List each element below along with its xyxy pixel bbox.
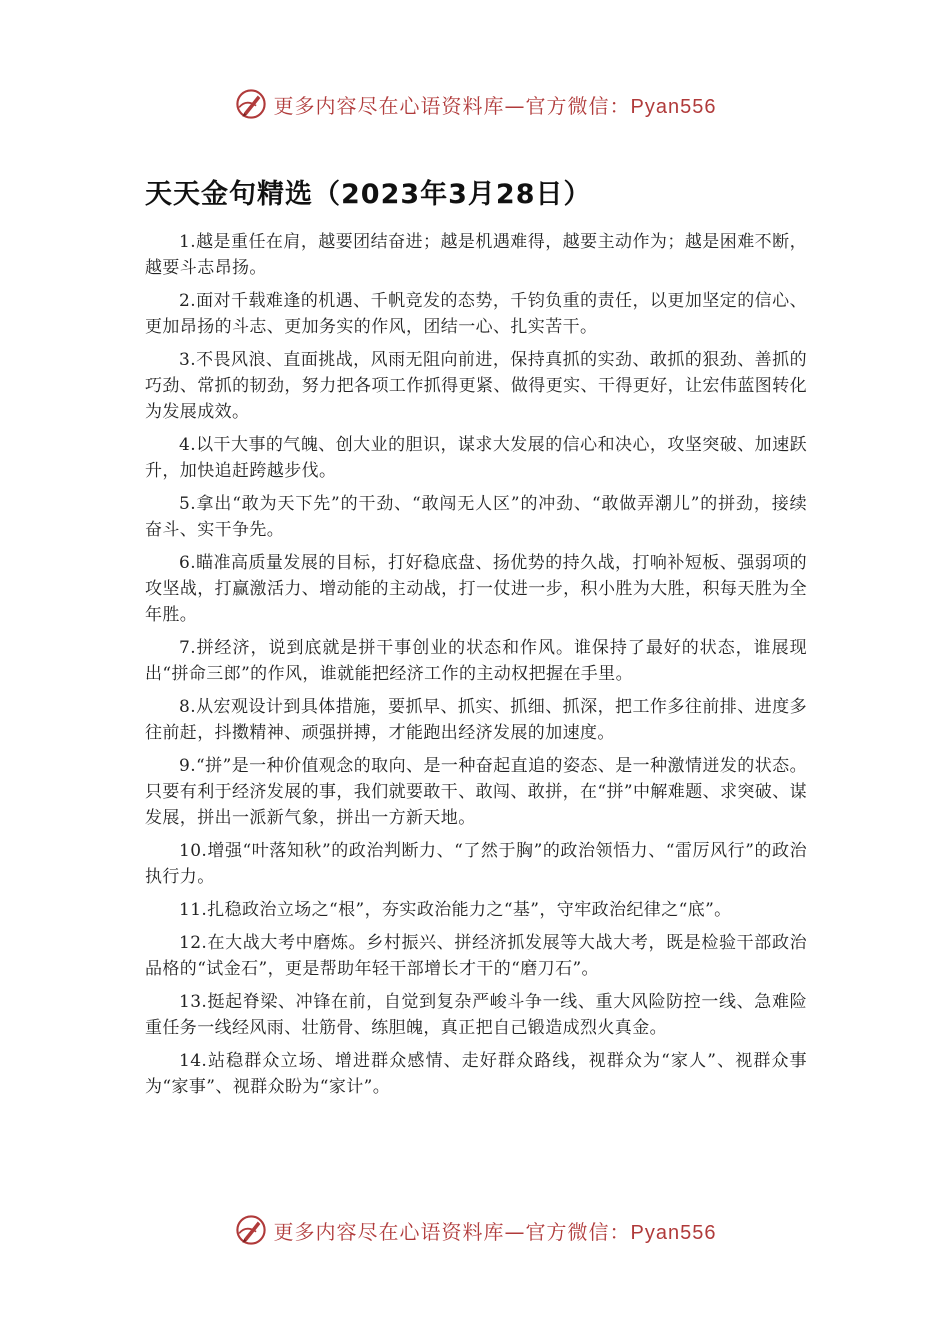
header-banner — [0, 84, 950, 124]
quote-item: 8.从宏观设计到具体措施，要抓早、抓实、抓细、抓深，把工作多往前排、进度多往前赶，抖擞精神、顽强拼搏，才能跑出经济发展的加速度。 — [145, 697, 807, 743]
quote-item: 9.“拼”是一种价值观念的取向、是一种奋起直追的姿态、是一种激情迸发的状态。只要有利于经济发展的事，我们就要敢干、敢闯、敢拼，在“拼”中解难题、求突破、谋发展，拼出一派新气象，拼出一方新天地。 — [145, 756, 807, 828]
pen-logo-icon — [234, 1213, 268, 1247]
wechat-id: Pyan556 — [630, 1221, 717, 1244]
quote-item: 5.拿出“敢为天下先”的干劲、“敢闯无人区”的冲劲、“敢做弄潮儿”的拼劲，接续奋斗、实干争先。 — [145, 494, 807, 540]
quote-item: 3.不畏风浪、直面挑战，风雨无阻向前进，保持真抓的实劲、敢抓的狠劲、善抓的巧劲、常抓的韧劲，努力把各项工作抓得更紧、做得更实、干得更好，让宏伟蓝图转化为发展成效。 — [145, 350, 807, 422]
footer-banner-text: 更多内容尽在心语资料库—官方微信：Pyan556 — [273, 1219, 717, 1244]
pen-logo-icon — [234, 87, 268, 121]
quote-item: 6.瞄准高质量发展的目标，打好稳底盘、扬优势的持久战，打响补短板、强弱项的攻坚战，打赢激活力、增动能的主动战，打一仗进一步，积小胜为大胜，积每天胜为全年胜。 — [145, 553, 807, 625]
quote-item: 12.在大战大考中磨炼。乡村振兴、拼经济抓发展等大战大考，既是检验干部政治品格的“试金石”，更是帮助年轻干部增长才干的“磨刀石”。 — [145, 933, 807, 979]
quote-item: 14.站稳群众立场、增进群众感情、走好群众路线，视群众为“家人”、视群众事为“家事”、视群众盼为“家计”。 — [145, 1051, 807, 1097]
footer-banner — [0, 1210, 950, 1250]
quote-item: 11.扎稳政治立场之“根”，夯实政治能力之“基”，守牢政治纪律之“底”。 — [179, 900, 732, 920]
quote-item: 7.拼经济，说到底就是拼干事创业的状态和作风。谁保持了最好的状态，谁展现出“拼命三郎”的作风，谁就能把经济工作的主动权把握在手里。 — [145, 638, 807, 684]
quote-list — [145, 229, 807, 1107]
page-title: 天天金句精选（2023年3月28日） — [145, 179, 592, 210]
quote-item: 13.挺起脊梁、冲锋在前，自觉到复杂严峻斗争一线、重大风险防控一线、急难险重任务一线经风雨、壮筋骨、练胆魄，真正把自己锻造成烈火真金。 — [145, 992, 807, 1038]
quote-item: 2.面对千载难逢的机遇、千帆竞发的态势，千钧负重的责任，以更加坚定的信心、更加昂扬的斗志、更加务实的作风，团结一心、扎实苦干。 — [145, 291, 807, 337]
quote-item: 1.越是重任在肩，越要团结奋进；越是机遇难得，越要主动作为；越是困难不断，越要斗志昂扬。 — [145, 232, 807, 278]
quote-item: 10.增强“叶落知秋”的政治判断力、“了然于胸”的政治领悟力、“雷厉风行”的政治执行力。 — [145, 841, 807, 887]
quote-item: 4.以干大事的气魄、创大业的胆识，谋求大发展的信心和决心，攻坚突破、加速跃升，加快追赶跨越步伐。 — [145, 435, 807, 481]
header-banner-text: 更多内容尽在心语资料库—官方微信：Pyan556 — [273, 93, 717, 118]
wechat-id: Pyan556 — [630, 95, 717, 118]
